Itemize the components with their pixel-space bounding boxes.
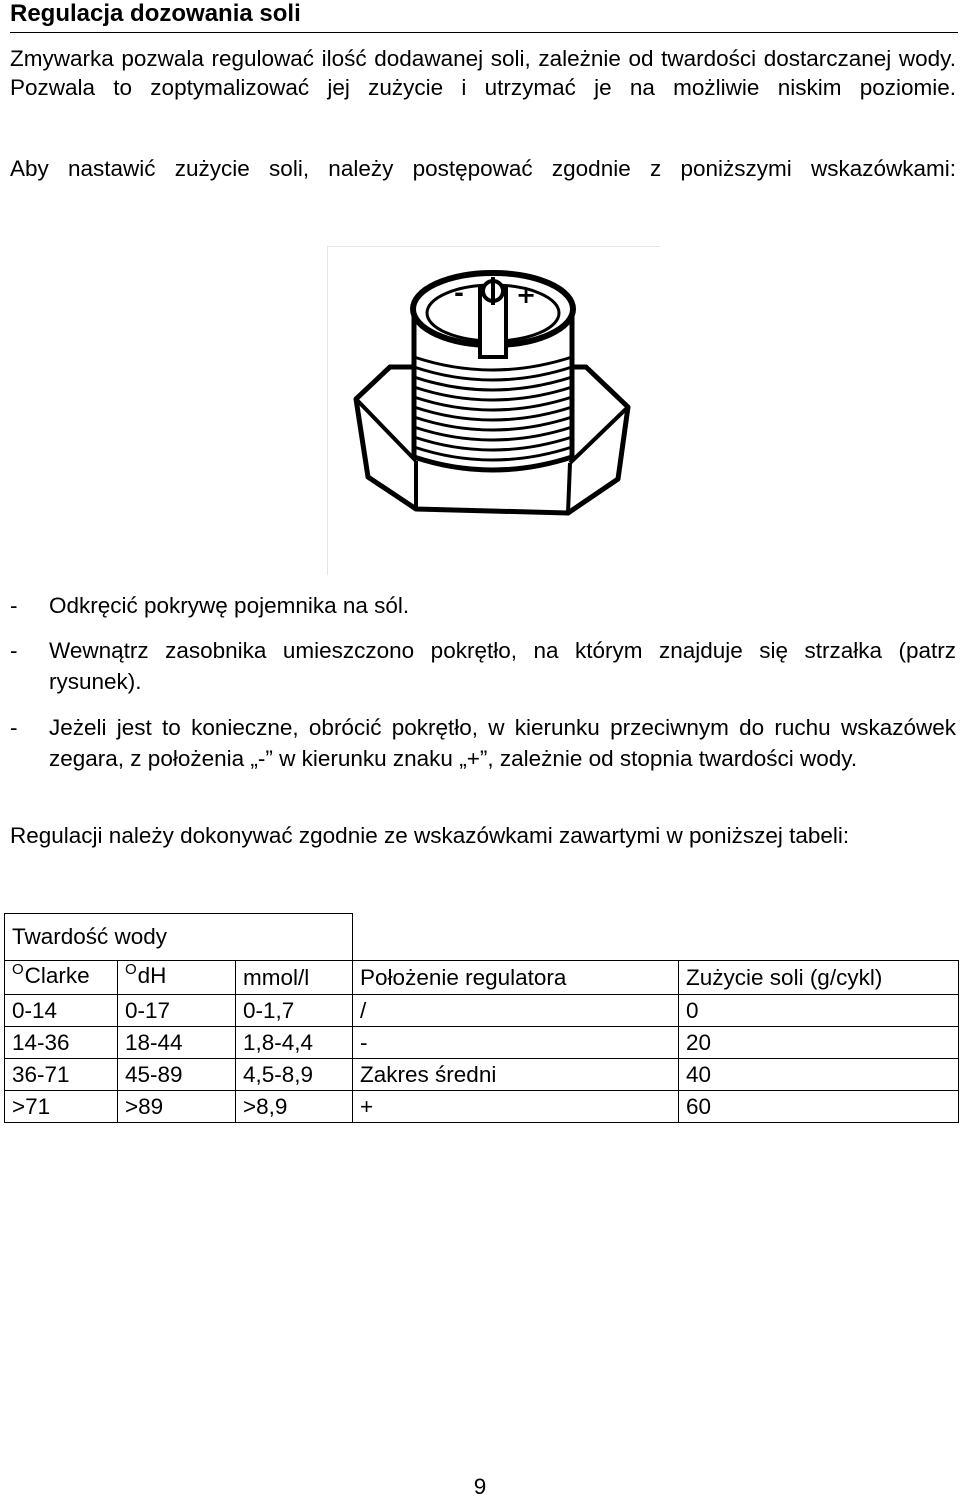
intro-paragraph: Zmywarka pozwala regulować ilość dodawanej soli, zależnie od twardości dostarczanej wody. Pozwala to zoptymalizować jej zużycie i utrzymać je na możliwie niskim poziomie. <box>10 46 956 100</box>
table-cell: 60 <box>679 1091 959 1123</box>
table-cell: 1,8-4,4 <box>236 1027 353 1059</box>
table-cell: / <box>353 995 679 1027</box>
table-cell: 0-1,7 <box>236 995 353 1027</box>
table-column-header-row <box>5 961 959 995</box>
col-header-salt-usage: Zużycie soli (g/cykl) <box>679 961 959 995</box>
water-hardness-table <box>4 913 959 1123</box>
water-hardness-header: Twardość wody <box>5 914 353 961</box>
table-cell: + <box>353 1091 679 1123</box>
table-cell: 0-14 <box>5 995 118 1027</box>
salt-dial-drawing <box>328 247 660 575</box>
table-cell: 4,5-8,9 <box>236 1059 353 1091</box>
header-blank-cell <box>353 914 959 961</box>
minus-mark: - <box>454 279 464 307</box>
degree-symbol: O <box>12 961 24 978</box>
plus-mark: + <box>516 281 537 309</box>
step-text: Odkręcić pokrywę pojemnika na sól. <box>49 593 410 618</box>
salt-dial-illustration <box>327 246 660 575</box>
table-cell: - <box>353 1027 679 1059</box>
table-cell: 20 <box>679 1027 959 1059</box>
table-cell: 36-71 <box>5 1059 118 1091</box>
table-cell: 40 <box>679 1059 959 1091</box>
instruction-paragraph: Aby nastawić zużycie soli, należy postępować zgodnie z poniższymi wskazówkami: <box>10 156 956 181</box>
table-group-header-row <box>5 914 959 961</box>
step-text: Jeżeli jest to konieczne, obrócić pokrętło, w kierunku przeciwnym do ruchu wskazówek zegara, z położenia „-” w kierunku znaku „+”, zależnie od stopnia twardości wody. <box>49 715 956 771</box>
col-header-mmol: mmol/l <box>236 961 353 995</box>
table-row <box>5 1091 959 1123</box>
table-intro-paragraph: Regulacji należy dokonywać zgodnie ze wskazówkami zawartymi w poniższej tabeli: <box>10 823 850 848</box>
step-dash: - <box>10 638 18 663</box>
degree-symbol: O <box>125 961 137 978</box>
table-cell: 45-89 <box>118 1059 236 1091</box>
table-cell: 0 <box>679 995 959 1027</box>
col-header-clarke: $^O$Clarke <box>5 961 118 995</box>
table-cell: 0-17 <box>118 995 236 1027</box>
table-row <box>5 1027 959 1059</box>
col-header-regulator: Położenie regulatora <box>353 961 679 995</box>
step-text: Wewnątrz zasobnika umieszczono pokrętło, na którym znajduje się strzałka (patrz rysunek). <box>49 638 956 694</box>
table-cell: >89 <box>118 1091 236 1123</box>
table-row <box>5 995 959 1027</box>
table-cell: Zakres średni <box>353 1059 679 1091</box>
table-cell: 18-44 <box>118 1027 236 1059</box>
table-cell: 14-36 <box>5 1027 118 1059</box>
table-cell: >71 <box>5 1091 118 1123</box>
step-dash: - <box>10 715 18 740</box>
page-number: 9 <box>473 1474 487 1499</box>
table-cell: >8,9 <box>236 1091 353 1123</box>
section-heading: Regulacja dozowania soli <box>10 0 958 33</box>
step-dash: - <box>10 593 18 618</box>
col-header-dh: $^O$dH <box>118 961 236 995</box>
table-row <box>5 1059 959 1091</box>
